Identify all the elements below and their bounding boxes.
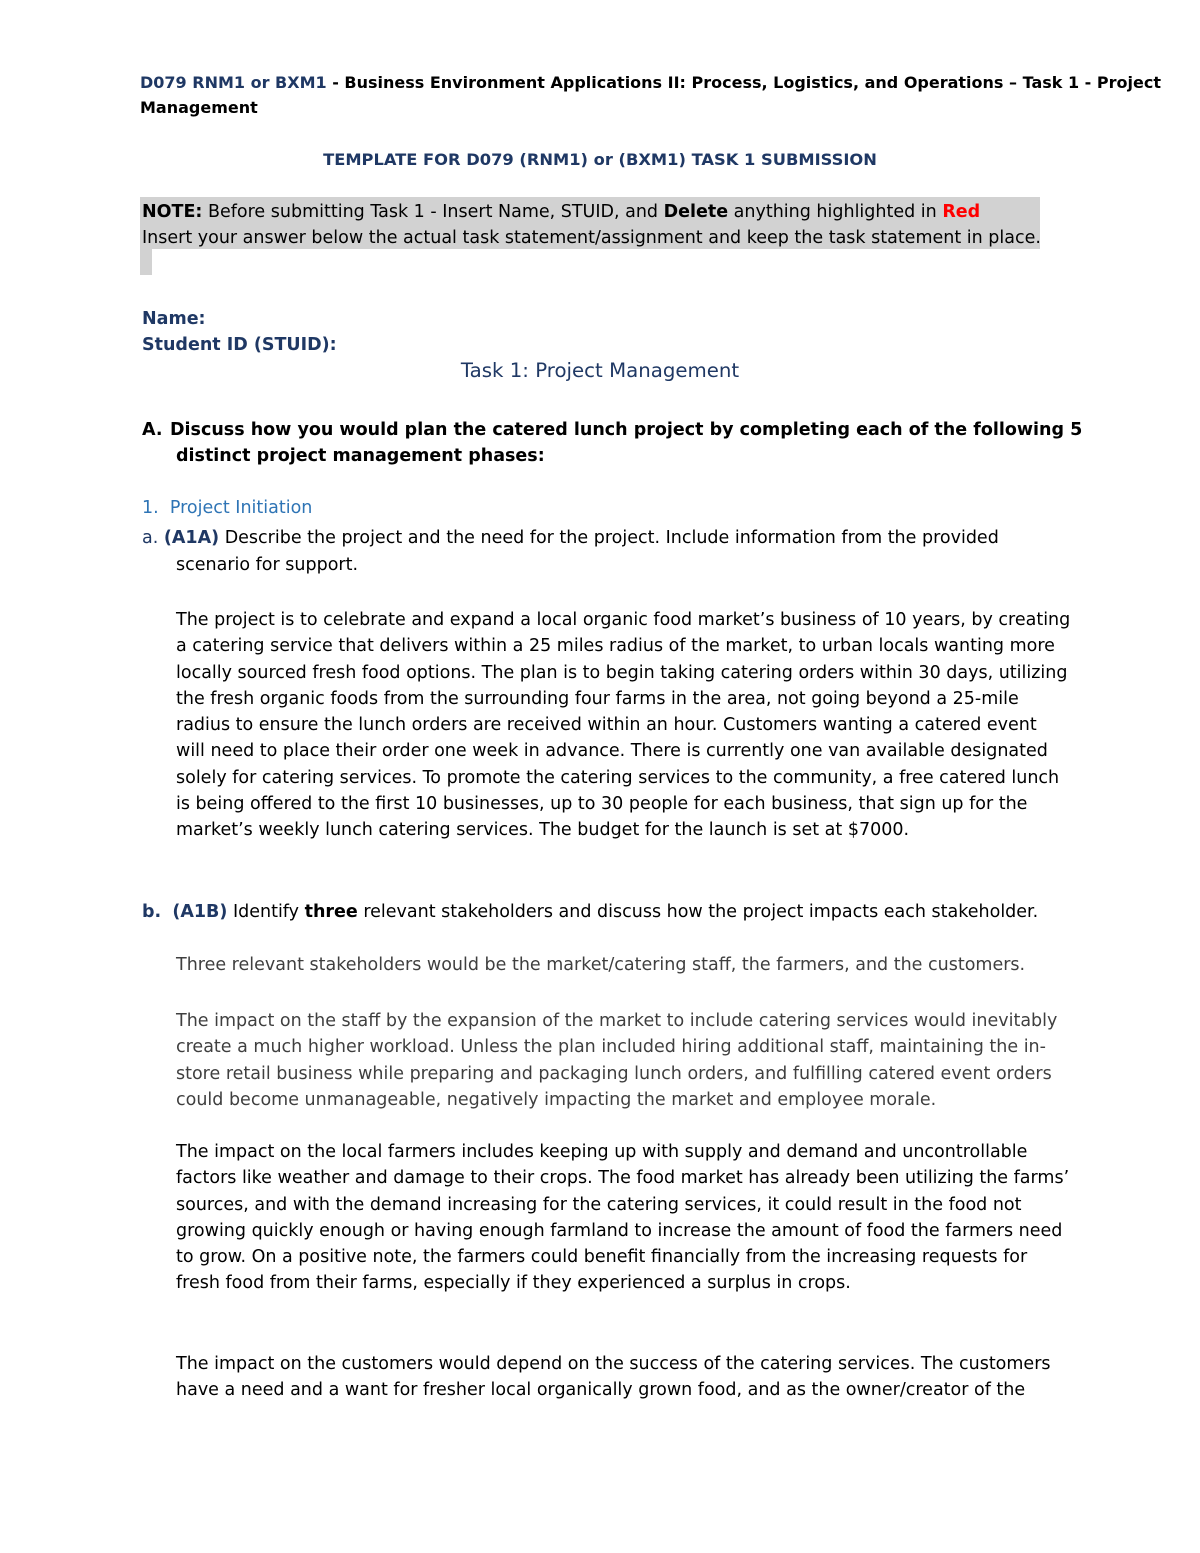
a1a-code: (A1A)	[163, 528, 220, 548]
note-text: Before submitting Task 1 - Insert Name, STUID, and	[202, 202, 664, 222]
phase-1-number: 1.	[142, 498, 159, 518]
answer-line: to grow. On a positive note, the farmers could benefit financially from the increasing requests for	[176, 1247, 1028, 1268]
a1b-bold-word: three	[304, 902, 358, 922]
answer-line: the fresh organic foods from the surrounding four farms in the area, not going beyond a 25-mile	[176, 688, 1019, 709]
answer-line: The impact on the staff by the expansion of the market to include catering services would inevitably	[176, 1011, 1058, 1031]
course-code: D079 RNM1 or BXM1	[140, 73, 327, 92]
answer-line: create a much higher workload. Unless the plan included hiring additional staff, maintaining the in-	[176, 1037, 1046, 1058]
answer-line: The project is to celebrate and expand a local organic food market’s business of 10 years, by creating	[176, 610, 1071, 630]
section-a-line-2: distinct project management phases:	[176, 446, 545, 466]
course-header	[140, 73, 1161, 92]
a1b-text-post: relevant stakeholders and discuss how the project impacts each stakeholder.	[357, 902, 1039, 922]
a1a-prefix: a.	[142, 528, 164, 548]
answer-line: will need to place their order one week in advance. There is currently one van available designated	[176, 741, 1048, 762]
answer-line: growing quickly enough or having enough farmland to increase the amount of food the farmers need	[176, 1220, 1063, 1241]
answer-line: The impact on the local farmers includes keeping up with supply and demand and uncontrollable	[176, 1142, 1028, 1162]
note-line-1	[142, 202, 980, 222]
answer-line: radius to ensure the lunch orders are received within an hour. Customers wanting a catered event	[176, 715, 1037, 736]
a1a-prompt	[142, 528, 999, 548]
a1a-text-1: Describe the project and the need for the project. Include information from the provided	[219, 528, 999, 548]
a1b-farmer-paragraph	[176, 1139, 1069, 1297]
a1a-text-2: scenario for support.	[176, 555, 359, 575]
note-line-2: Insert your answer below the actual task statement/assignment and keep the task statement in place.	[142, 228, 1041, 248]
a1b-text-pre: Identify	[227, 902, 305, 922]
name-label: Name:	[142, 309, 206, 329]
answer-line: sources, and with the demand increasing for the catering services, it could result in the food not	[176, 1194, 1022, 1215]
task-heading: Task 1: Project Management	[460, 359, 740, 382]
stuid-label: Student ID (STUID):	[142, 335, 337, 355]
phase-1-title: Project Initiation	[169, 498, 313, 518]
section-a-letter: A.	[142, 420, 163, 440]
a1b-code: (A1B)	[172, 902, 228, 922]
answer-line: is being offered to the first 10 businesses, up to 30 people for each business, that sign up for the	[176, 794, 1028, 815]
a1b-prompt	[142, 902, 1038, 922]
section-a-line-1: Discuss how you would plan the catered lunch project by completing each of the following 5	[170, 420, 1083, 440]
answer-line: store retail business while preparing and packaging lunch orders, and fulfilling catered event orders	[176, 1063, 1052, 1084]
a1b-prefix: b.	[142, 902, 162, 922]
a1b-intro: Three relevant stakeholders would be the market/catering staff, the farmers, and the customers.	[176, 955, 1026, 975]
answer-line: factors like weather and damage to their crops. The food market has already been utilizing the farms’	[176, 1168, 1070, 1189]
a1a-answer	[176, 607, 1070, 844]
course-title: - Business Environment Applications II: Process, Logistics, and Operations – Task 1 - Project	[326, 73, 1161, 92]
template-title: TEMPLATE FOR D079 (RNM1) or (BXM1) TASK 1 SUBMISSION	[323, 150, 877, 169]
answer-line: fresh food from their farms, especially if they experienced a surplus in crops.	[176, 1273, 851, 1294]
note-delete-word: Delete	[663, 202, 729, 222]
answer-line: have a need and a want for fresher local organically grown food, and as the owner/creator of the	[176, 1380, 1026, 1401]
answer-line: solely for catering services. To promote the catering services to the community, a free catered lunch	[176, 767, 1060, 788]
answer-line: could become unmanageable, negatively impacting the market and employee morale.	[176, 1089, 937, 1110]
note-text-2: anything highlighted in	[728, 202, 943, 222]
a1b-customer-paragraph	[176, 1351, 1051, 1404]
note-label: NOTE:	[142, 202, 203, 222]
answer-line: a catering service that delivers within a 25 miles radius of the market, to urban locals wanting more	[176, 636, 1055, 657]
course-header-cont: Management	[140, 98, 258, 117]
answer-line: locally sourced fresh food options. The plan is to begin taking catering orders within 30 days, utilizing	[176, 662, 1068, 683]
answer-line: The impact on the customers would depend on the success of the catering services. The customers	[176, 1354, 1051, 1374]
a1b-staff-paragraph	[176, 1008, 1057, 1113]
phase-1-heading	[142, 498, 312, 518]
answer-line: market’s weekly lunch catering services. The budget for the launch is set at $7000.	[176, 820, 910, 841]
note-red-word: Red	[942, 202, 981, 222]
note-highlight-tab	[140, 249, 152, 275]
